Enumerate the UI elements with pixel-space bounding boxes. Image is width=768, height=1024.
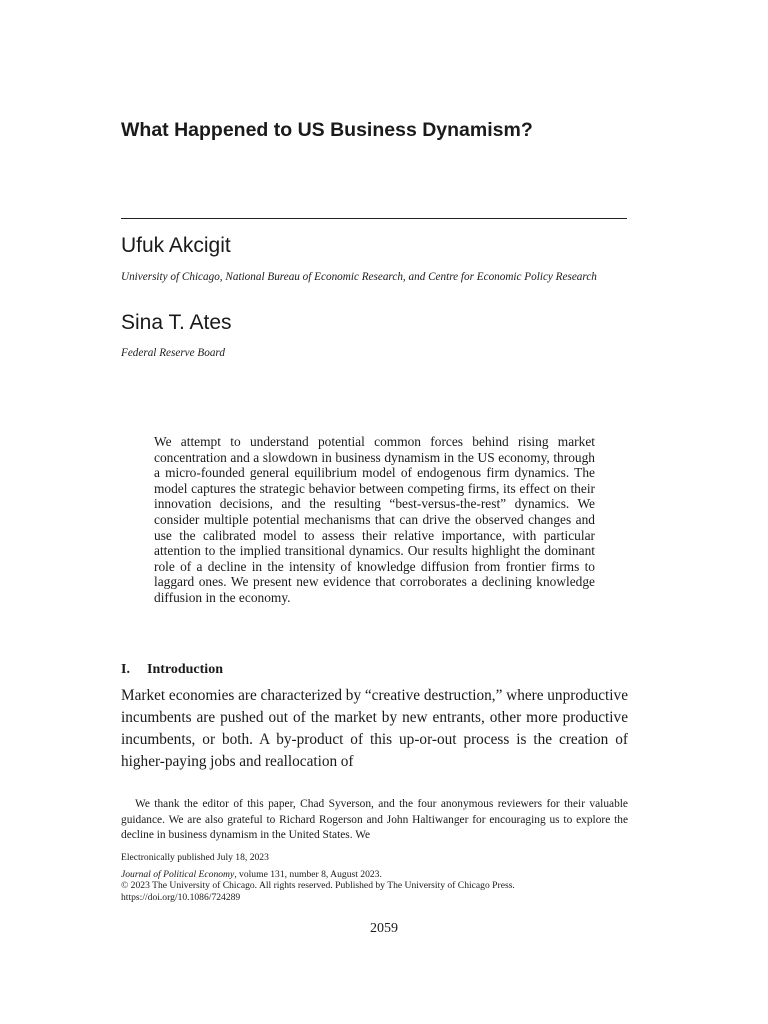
acknowledgment-footnote: We thank the editor of this paper, Chad Syverson, and the four anonymous reviewers for their valuable guidance. We are also grateful to Richard Rogerson and John Haltiwanger for encouraging us to explore the decline in business dynamism in the United States. We xyxy=(121,798,628,841)
publication-info xyxy=(121,852,641,903)
published-date: Electronically published July 18, 2023 xyxy=(121,852,269,863)
author-affiliation: University of Chicago, National Bureau of Economic Research, and Centre for Economic Policy Research xyxy=(121,271,597,283)
abstract: We attempt to understand potential common forces behind rising market concentration and a slowdown in business dynamism in the US economy, through a micro-founded general equilibrium model of endogenous firm dynamics. The model captures the strategic behavior between competing firms, its effect on their innovation decisions, and the resulting “best-versus-the-rest” dynamics. We consider multiple potential mechanisms that can drive the observed changes and use the calibrated model to assess their relative importance, with particular attention to the implied transitional dynamics. Our results highlight the dominant role of a decline in the intensity of knowledge diffusion from frontier firms to laggard ones. We present new evidence that corroborates a declining knowledge diffusion in the economy. xyxy=(154,434,595,605)
intro-paragraph: Market economies are characterized by “creative destruction,” where unproductive incumbents are pushed out of the market by new entrants, other more productive incumbents, or both. A by-product of this up-or-out process is the creation of higher-paying jobs and reallocation of xyxy=(121,687,628,770)
copyright-notice: © 2023 The University of Chicago. All rights reserved. Published by The University of Chicago Press. xyxy=(121,880,515,891)
paper-title: What Happened to US Business Dynamism? xyxy=(121,119,533,141)
section-heading xyxy=(121,661,223,679)
journal-name: Journal of Political Economy xyxy=(121,868,235,880)
title-rule xyxy=(121,218,627,219)
journal-details: , volume 131, number 8, August 2023. xyxy=(234,868,382,880)
page-number: 2059 xyxy=(370,921,398,936)
author-name: Sina T. Ates xyxy=(121,311,232,334)
doi-link[interactable]: https://doi.org/10.1086/724289 xyxy=(121,891,241,903)
journal-citation xyxy=(121,869,641,881)
section-number: I. xyxy=(121,662,130,677)
section-title: Introduction xyxy=(147,662,223,677)
author-name: Ufuk Akcigit xyxy=(121,234,231,257)
author-affiliation: Federal Reserve Board xyxy=(121,347,225,359)
